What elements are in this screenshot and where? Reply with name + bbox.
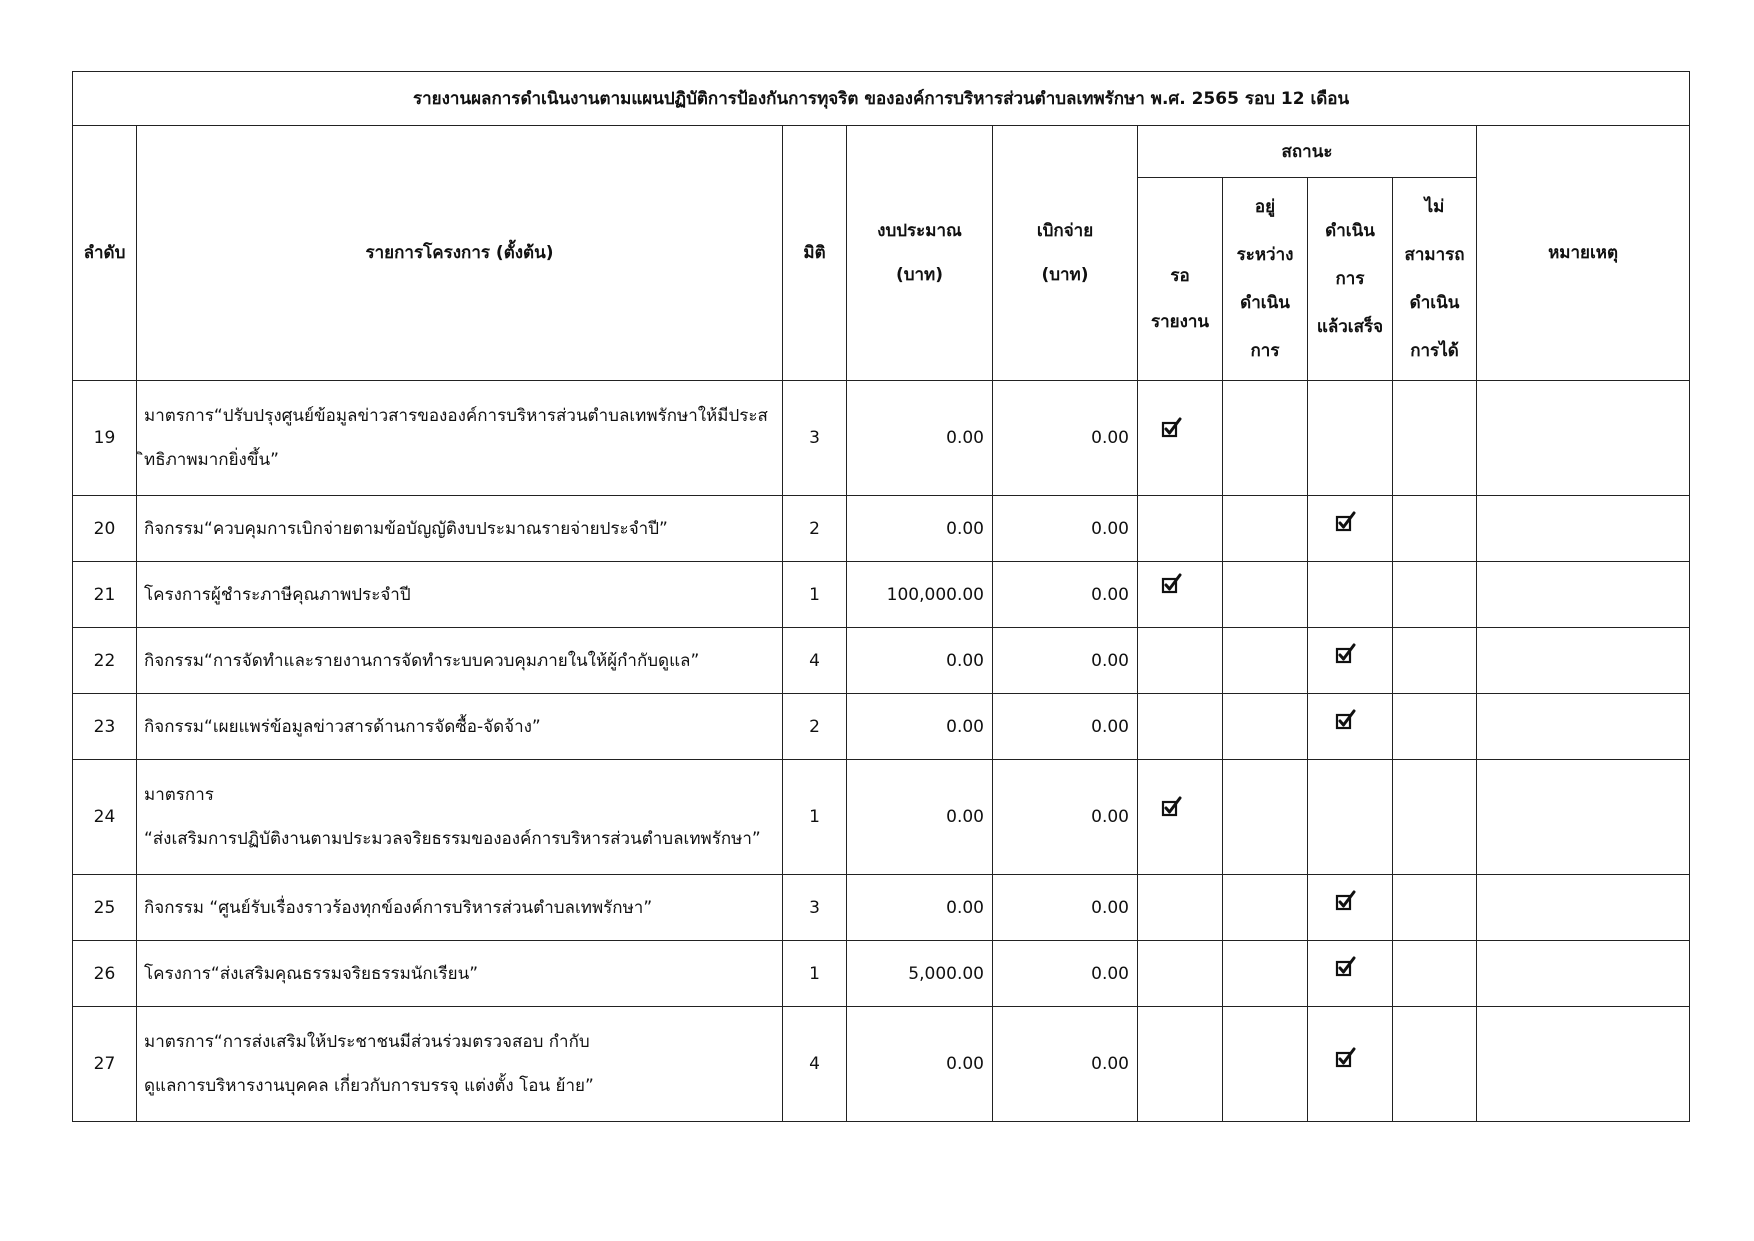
row-budget: 100,000.00: [847, 562, 993, 628]
header-status-unable-l1: ไม่: [1424, 197, 1445, 217]
status-pending-cell: [1138, 496, 1223, 562]
header-status-done-l1: ดำเนิน: [1325, 221, 1375, 241]
project-name-line: มาตรการ“การส่งเสริมให้ประชาชนมีส่วนร่วมตรวจสอบ กำกับ: [144, 1032, 590, 1052]
header-status-unable: [1393, 178, 1477, 381]
table-row: [73, 941, 1690, 1007]
row-remark: [1477, 562, 1690, 628]
header-status-pending-l1: รอ: [1170, 266, 1190, 286]
header-status-inprogress-l4: การ: [1250, 341, 1280, 361]
row-project-name: [137, 694, 783, 760]
status-done-cell: [1308, 562, 1393, 628]
row-remark: [1477, 760, 1690, 875]
header-dimension: มิติ: [783, 126, 847, 381]
status-unable-cell: [1393, 694, 1477, 760]
row-budget: 0.00: [847, 496, 993, 562]
header-status-inprogress-l1: อยู่: [1254, 197, 1276, 217]
status-unable-cell: [1393, 381, 1477, 496]
row-dimension: 1: [783, 562, 847, 628]
row-dimension: 3: [783, 875, 847, 941]
row-project-name: [137, 381, 783, 496]
status-done-cell: [1308, 875, 1393, 941]
row-budget: 0.00: [847, 875, 993, 941]
checkbox-checked-icon: [1335, 1047, 1357, 1069]
status-unable-cell: [1393, 628, 1477, 694]
header-status-unable-l2: สามารถ: [1404, 245, 1465, 265]
row-disbursed: 0.00: [993, 875, 1138, 941]
status-unable-cell: [1393, 941, 1477, 1007]
row-budget: 0.00: [847, 1007, 993, 1122]
row-project-name: [137, 562, 783, 628]
row-budget: 0.00: [847, 628, 993, 694]
status-pending-cell: [1138, 941, 1223, 1007]
checkbox-checked-icon: [1335, 643, 1357, 665]
row-disbursed: 0.00: [993, 760, 1138, 875]
status-inprogress-cell: [1223, 628, 1308, 694]
row-disbursed: 0.00: [993, 381, 1138, 496]
row-dimension: 1: [783, 941, 847, 1007]
header-project: รายการโครงการ (ตั้งต้น): [137, 126, 783, 381]
row-disbursed: 0.00: [993, 628, 1138, 694]
status-unable-cell: [1393, 760, 1477, 875]
project-name-line: โครงการผู้ชำระภาษีคุณภาพประจำปี: [144, 584, 411, 605]
project-name-line: ดูแลการบริหารงานบุคคล เกี่ยวกับการบรรจุ แต่งตั้ง โอน ย้าย”: [144, 1076, 594, 1096]
row-remark: [1477, 875, 1690, 941]
checkbox-checked-icon: [1335, 709, 1357, 731]
checkbox-checked-icon: [1161, 573, 1183, 595]
header-budget-line2: (บาท): [895, 265, 944, 285]
row-project-name: [137, 1007, 783, 1122]
row-project-name: [137, 628, 783, 694]
header-status-pending: [1138, 178, 1223, 381]
row-dimension: 3: [783, 381, 847, 496]
checkbox-checked-icon: [1335, 511, 1357, 533]
status-done-cell: [1308, 941, 1393, 1007]
checkbox-checked-icon: [1161, 796, 1183, 818]
status-inprogress-cell: [1223, 875, 1308, 941]
checkbox-checked-icon: [1335, 890, 1357, 912]
header-budget: [847, 126, 993, 381]
status-inprogress-cell: [1223, 694, 1308, 760]
status-unable-cell: [1393, 496, 1477, 562]
status-inprogress-cell: [1223, 1007, 1308, 1122]
row-number: 26: [73, 941, 137, 1007]
row-number: 24: [73, 760, 137, 875]
status-pending-cell: [1138, 1007, 1223, 1122]
row-number: 23: [73, 694, 137, 760]
row-disbursed: 0.00: [993, 941, 1138, 1007]
status-inprogress-cell: [1223, 941, 1308, 1007]
header-status-inprogress: [1223, 178, 1308, 381]
row-number: 20: [73, 496, 137, 562]
table-row: [73, 760, 1690, 875]
project-name-line: กิจกรรม“เผยแพร่ข้อมูลข่าวสารด้านการจัดซื้อ-จัดจ้าง”: [144, 716, 541, 737]
table-row: [73, 628, 1690, 694]
project-name-line: กิจกรรม“การจัดทำและรายงานการจัดทำระบบควบคุมภายในให้ผู้กำกับดูแล”: [144, 650, 700, 671]
status-done-cell: [1308, 694, 1393, 760]
row-project-name: [137, 760, 783, 875]
checkbox-checked-icon: [1335, 956, 1357, 978]
report-table: [72, 71, 1690, 1122]
row-remark: [1477, 628, 1690, 694]
status-pending-cell: [1138, 381, 1223, 496]
row-budget: 5,000.00: [847, 941, 993, 1007]
row-remark: [1477, 694, 1690, 760]
header-status-pending-l2: รายงาน: [1150, 312, 1210, 332]
row-number: 22: [73, 628, 137, 694]
status-unable-cell: [1393, 562, 1477, 628]
row-project-name: [137, 875, 783, 941]
row-project-name: [137, 941, 783, 1007]
row-disbursed: 0.00: [993, 496, 1138, 562]
table-row: [73, 694, 1690, 760]
status-pending-cell: [1138, 562, 1223, 628]
header-disburse-line2: (บาท): [1041, 265, 1089, 285]
table-body: [73, 381, 1690, 1122]
table-row: [73, 381, 1690, 496]
row-budget: 0.00: [847, 694, 993, 760]
row-dimension: 1: [783, 760, 847, 875]
status-inprogress-cell: [1223, 496, 1308, 562]
status-done-cell: [1308, 628, 1393, 694]
header-disburse: [993, 126, 1138, 381]
header-budget-line1: งบประมาณ: [877, 221, 962, 241]
table-row: [73, 562, 1690, 628]
header-status-done: [1308, 178, 1393, 381]
project-name-line: กิจกรรม “ศูนย์รับเรื่องราวร้องทุกข์องค์การบริหารส่วนตำบลเทพรักษา”: [144, 897, 653, 918]
header-status-unable-l3: ดำเนิน: [1409, 293, 1460, 313]
header-status-inprogress-l3: ดำเนิน: [1240, 293, 1290, 313]
status-pending-cell: [1138, 694, 1223, 760]
table-row: [73, 1007, 1690, 1122]
row-remark: [1477, 1007, 1690, 1122]
status-unable-cell: [1393, 1007, 1477, 1122]
header-remark: หมายเหตุ: [1477, 126, 1690, 381]
row-budget: 0.00: [847, 381, 993, 496]
project-name-line: “ส่งเสริมการปฏิบัติงานตามประมวลจริยธรรมขององค์การบริหารส่วนตำบลเทพรักษา”: [144, 829, 761, 849]
header-status: สถานะ: [1138, 126, 1477, 178]
project-name-line: มาตรการ: [144, 785, 214, 805]
project-name-line: โครงการ“ส่งเสริมคุณธรรมจริยธรรมนักเรียน”: [144, 963, 479, 984]
row-number: 21: [73, 562, 137, 628]
checkbox-checked-icon: [1161, 417, 1183, 439]
row-remark: [1477, 496, 1690, 562]
row-dimension: 4: [783, 1007, 847, 1122]
header-disburse-line1: เบิกจ่าย: [1036, 221, 1094, 241]
status-pending-cell: [1138, 628, 1223, 694]
status-inprogress-cell: [1223, 760, 1308, 875]
row-disbursed: 0.00: [993, 694, 1138, 760]
header-status-inprogress-l2: ระหว่าง: [1236, 245, 1294, 265]
project-name-line: ิทธิภาพมากยิ่งขึ้น”: [144, 450, 279, 470]
status-pending-cell: [1138, 875, 1223, 941]
project-name-line: กิจกรรม“ควบคุมการเบิกจ่ายตามข้อบัญญัติงบประมาณรายจ่ายประจำปี”: [144, 518, 668, 539]
row-number: 19: [73, 381, 137, 496]
header-status-done-l3: แล้วเสร็จ: [1316, 317, 1384, 337]
row-remark: [1477, 381, 1690, 496]
row-disbursed: 0.00: [993, 562, 1138, 628]
header-status-unable-l4: การได้: [1410, 341, 1459, 361]
status-inprogress-cell: [1223, 562, 1308, 628]
status-pending-cell: [1138, 760, 1223, 875]
status-unable-cell: [1393, 875, 1477, 941]
row-number: 25: [73, 875, 137, 941]
table-row: [73, 496, 1690, 562]
row-project-name: [137, 496, 783, 562]
status-inprogress-cell: [1223, 381, 1308, 496]
row-budget: 0.00: [847, 760, 993, 875]
row-dimension: 2: [783, 694, 847, 760]
status-done-cell: [1308, 760, 1393, 875]
status-done-cell: [1308, 381, 1393, 496]
row-dimension: 4: [783, 628, 847, 694]
header-status-done-l2: การ: [1335, 269, 1365, 289]
row-disbursed: 0.00: [993, 1007, 1138, 1122]
project-name-line: มาตรการ“ปรับปรุงศูนย์ข้อมูลข่าวสารขององค์การบริหารส่วนตำบลเทพรักษาให้มีประส: [144, 406, 768, 426]
row-number: 27: [73, 1007, 137, 1122]
row-remark: [1477, 941, 1690, 1007]
row-dimension: 2: [783, 496, 847, 562]
header-order: ลำดับ: [73, 126, 137, 381]
report-title: รายงานผลการดำเนินงานตามแผนปฏิบัติการป้องกันการทุจริต ขององค์การบริหารส่วนตำบลเทพรักษา พ.ศ. 2565 รอบ 12 เดือน: [73, 72, 1690, 126]
status-done-cell: [1308, 496, 1393, 562]
status-done-cell: [1308, 1007, 1393, 1122]
table-row: [73, 875, 1690, 941]
